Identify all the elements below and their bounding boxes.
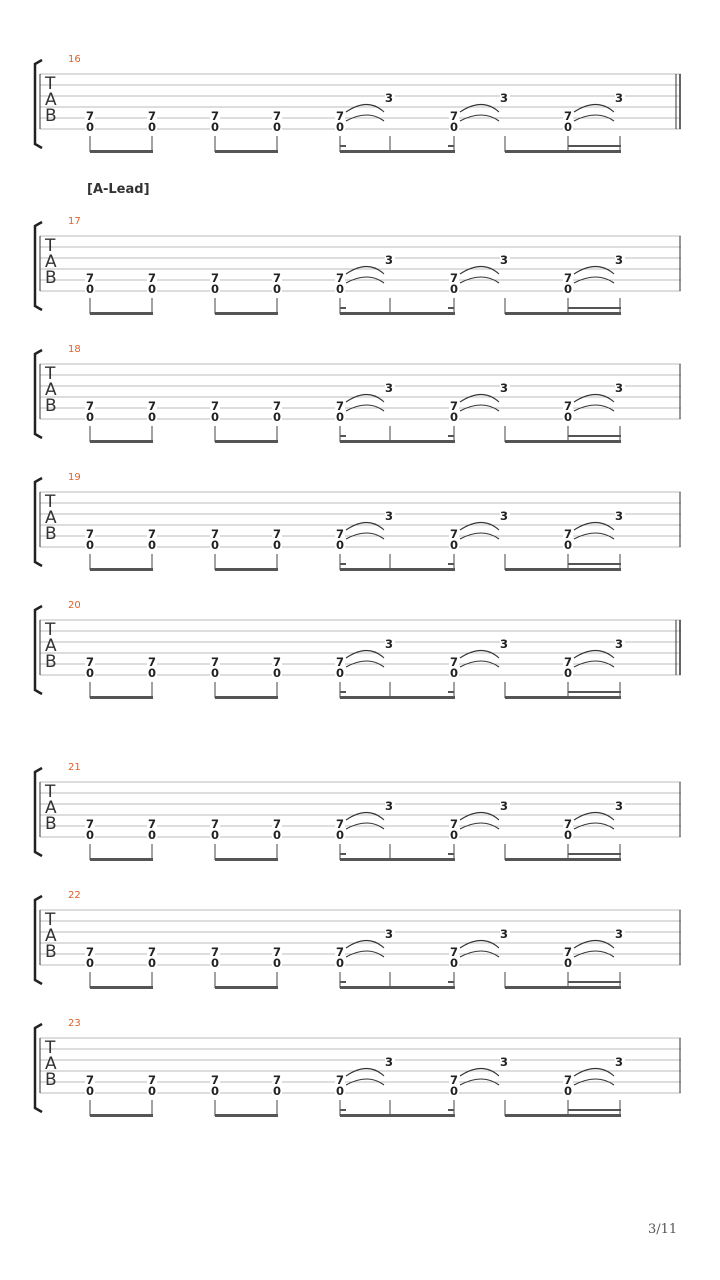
fret-number: 0 [563, 282, 573, 296]
slur-arc [460, 395, 499, 403]
beam [215, 568, 278, 571]
beam [505, 312, 621, 315]
fret-number: 7 [335, 109, 345, 123]
slur-arc [346, 941, 384, 949]
fret-number: 7 [335, 271, 345, 285]
beam-stub [448, 1109, 454, 1111]
tab-clef-letter: B [45, 942, 57, 962]
fret-number: 0 [147, 282, 157, 296]
measure-number: 23 [68, 1018, 81, 1029]
fret-number: 3 [499, 1055, 509, 1069]
fret-number: 0 [147, 1084, 157, 1098]
slur-arc [460, 651, 499, 659]
slur-arc [460, 1069, 499, 1077]
section-label: [A-Lead] [87, 182, 150, 197]
fret-number: 0 [210, 538, 220, 552]
fret-number: 7 [335, 817, 345, 831]
beam-stub [340, 1109, 346, 1111]
fret-number: 7 [563, 399, 573, 413]
measure-number: 18 [68, 344, 81, 355]
beam [340, 858, 455, 861]
fret-number: 7 [147, 945, 157, 959]
measure-number: 22 [68, 890, 81, 901]
beam [340, 1114, 455, 1117]
tab-clef-letter: T [45, 910, 56, 930]
tab-system [0, 1018, 720, 1122]
secondary-beam [568, 853, 621, 855]
fret-number: 0 [563, 410, 573, 424]
fret-number: 7 [272, 945, 282, 959]
secondary-beam [568, 981, 621, 983]
beam-stub [340, 435, 346, 437]
fret-number: 7 [85, 271, 95, 285]
fret-number: 0 [147, 828, 157, 842]
fret-number: 0 [563, 1084, 573, 1098]
slur-arc [346, 105, 384, 113]
beam [215, 440, 278, 443]
beam [90, 1114, 153, 1117]
tab-clef-letter: T [45, 492, 56, 512]
system-bracket [35, 478, 42, 566]
fret-number: 3 [384, 1055, 394, 1069]
fret-number: 3 [384, 509, 394, 523]
beam [215, 1114, 278, 1117]
fret-number: 7 [85, 945, 95, 959]
beam [90, 150, 153, 153]
slur-arc [574, 1069, 614, 1077]
beam [505, 696, 621, 699]
fret-number: 0 [147, 538, 157, 552]
fret-number: 7 [85, 817, 95, 831]
beam [340, 312, 455, 315]
tab-clef-letter: B [45, 524, 57, 544]
fret-number: 0 [335, 956, 345, 970]
beam [505, 1114, 621, 1117]
fret-number: 7 [272, 109, 282, 123]
tab-clef-letter: B [45, 268, 57, 288]
fret-number: 3 [499, 253, 509, 267]
fret-number: 0 [335, 1084, 345, 1098]
system-bracket [35, 606, 42, 694]
tab-staff [0, 220, 720, 320]
fret-number: 0 [335, 538, 345, 552]
fret-number: 3 [384, 927, 394, 941]
beam-stub [340, 563, 346, 565]
measure-number: 19 [68, 472, 81, 483]
fret-number: 7 [272, 271, 282, 285]
beam [90, 440, 153, 443]
fret-number: 7 [563, 271, 573, 285]
tab-staff [0, 604, 720, 704]
tab-system [0, 600, 720, 704]
fret-number: 7 [563, 1073, 573, 1087]
tab-system [0, 216, 720, 320]
page-number: 3/11 [648, 1222, 678, 1237]
fret-number: 7 [210, 399, 220, 413]
fret-number: 3 [614, 381, 624, 395]
slur-arc [574, 941, 614, 949]
fret-number: 0 [449, 282, 459, 296]
fret-number: 3 [614, 509, 624, 523]
fret-number: 3 [384, 381, 394, 395]
fret-number: 7 [449, 527, 459, 541]
fret-number: 0 [272, 1084, 282, 1098]
measure-number: 16 [68, 54, 81, 65]
fret-number: 0 [85, 538, 95, 552]
fret-number: 0 [85, 282, 95, 296]
fret-number: 0 [147, 120, 157, 134]
slur-arc [574, 395, 614, 403]
fret-number: 0 [563, 666, 573, 680]
tab-clef-letter: A [45, 252, 57, 272]
slur-arc [346, 523, 384, 531]
fret-number: 0 [335, 410, 345, 424]
fret-number: 7 [147, 109, 157, 123]
measure-number: 20 [68, 600, 81, 611]
fret-number: 0 [449, 1084, 459, 1098]
fret-number: 0 [272, 410, 282, 424]
fret-number: 7 [563, 527, 573, 541]
beam [505, 568, 621, 571]
beam-stub [448, 981, 454, 983]
beam-stub [448, 307, 454, 309]
measure-number: 17 [68, 216, 81, 227]
fret-number: 0 [335, 828, 345, 842]
beam [90, 312, 153, 315]
fret-number: 3 [384, 91, 394, 105]
beam [340, 440, 455, 443]
fret-number: 0 [210, 120, 220, 134]
measure-number: 21 [68, 762, 81, 773]
tab-clef-letter: T [45, 236, 56, 256]
tab-staff [0, 766, 720, 866]
fret-number: 0 [210, 282, 220, 296]
fret-number: 7 [563, 655, 573, 669]
fret-number: 7 [147, 817, 157, 831]
beam [215, 858, 278, 861]
beam [505, 440, 621, 443]
secondary-beam [568, 563, 621, 565]
tab-clef-letter: A [45, 798, 57, 818]
beam-stub [448, 563, 454, 565]
beam [215, 696, 278, 699]
slur-arc [574, 105, 614, 113]
tab-staff [0, 476, 720, 576]
fret-number: 7 [210, 817, 220, 831]
beam [215, 150, 278, 153]
beam [340, 568, 455, 571]
beam-stub [340, 853, 346, 855]
fret-number: 0 [449, 956, 459, 970]
tab-clef-letter: A [45, 508, 57, 528]
beam-stub [340, 691, 346, 693]
fret-number: 7 [449, 655, 459, 669]
fret-number: 0 [147, 956, 157, 970]
fret-number: 7 [210, 1073, 220, 1087]
fret-number: 3 [614, 927, 624, 941]
tab-system [0, 762, 720, 866]
fret-number: 0 [449, 666, 459, 680]
beam [215, 986, 278, 989]
beam [340, 986, 455, 989]
beam [340, 150, 455, 153]
beam [505, 986, 621, 989]
system-bracket [35, 60, 42, 148]
tab-clef-letter: A [45, 636, 57, 656]
fret-number: 7 [563, 109, 573, 123]
tab-staff [0, 894, 720, 994]
secondary-beam [568, 691, 621, 693]
fret-number: 0 [85, 120, 95, 134]
fret-number: 7 [85, 399, 95, 413]
tab-staff [0, 348, 720, 448]
fret-number: 7 [85, 1073, 95, 1087]
fret-number: 0 [335, 666, 345, 680]
system-bracket [35, 896, 42, 984]
tab-clef-letter: B [45, 652, 57, 672]
fret-number: 3 [614, 253, 624, 267]
fret-number: 0 [563, 120, 573, 134]
fret-number: 7 [147, 655, 157, 669]
fret-number: 0 [210, 666, 220, 680]
secondary-beam [568, 1109, 621, 1111]
tab-clef-letter: T [45, 1038, 56, 1058]
fret-number: 3 [499, 637, 509, 651]
fret-number: 0 [563, 828, 573, 842]
beam-stub [340, 307, 346, 309]
tab-system [0, 344, 720, 448]
system-bracket [35, 768, 42, 856]
fret-number: 0 [85, 666, 95, 680]
slur-arc [460, 267, 499, 275]
fret-number: 0 [449, 120, 459, 134]
fret-number: 7 [147, 271, 157, 285]
fret-number: 0 [449, 538, 459, 552]
fret-number: 0 [449, 828, 459, 842]
fret-number: 7 [147, 527, 157, 541]
fret-number: 7 [85, 655, 95, 669]
fret-number: 0 [335, 282, 345, 296]
slur-arc [574, 267, 614, 275]
fret-number: 7 [210, 945, 220, 959]
slur-arc [460, 105, 499, 113]
fret-number: 7 [335, 399, 345, 413]
beam [90, 696, 153, 699]
fret-number: 3 [614, 1055, 624, 1069]
fret-number: 0 [85, 956, 95, 970]
fret-number: 0 [272, 666, 282, 680]
fret-number: 3 [614, 799, 624, 813]
slur-arc [346, 267, 384, 275]
tab-clef-letter: T [45, 620, 56, 640]
fret-number: 7 [449, 271, 459, 285]
slur-arc [346, 1069, 384, 1077]
fret-number: 3 [499, 381, 509, 395]
tab-clef-letter: T [45, 782, 56, 802]
fret-number: 3 [614, 637, 624, 651]
system-bracket [35, 222, 42, 310]
fret-number: 0 [210, 410, 220, 424]
slur-arc [574, 523, 614, 531]
fret-number: 0 [147, 666, 157, 680]
fret-number: 0 [563, 538, 573, 552]
fret-number: 7 [449, 399, 459, 413]
fret-number: 3 [614, 91, 624, 105]
fret-number: 7 [563, 945, 573, 959]
fret-number: 3 [384, 799, 394, 813]
fret-number: 7 [335, 655, 345, 669]
fret-number: 3 [499, 799, 509, 813]
fret-number: 7 [449, 1073, 459, 1087]
beam [505, 150, 621, 153]
fret-number: 7 [449, 817, 459, 831]
secondary-beam [568, 307, 621, 309]
fret-number: 7 [85, 527, 95, 541]
secondary-beam [568, 435, 621, 437]
fret-number: 7 [272, 527, 282, 541]
fret-number: 0 [272, 956, 282, 970]
tab-staff [0, 58, 720, 158]
slur-arc [574, 813, 614, 821]
slur-arc [346, 813, 384, 821]
fret-number: 0 [272, 120, 282, 134]
fret-number: 0 [272, 538, 282, 552]
beam [215, 312, 278, 315]
beam [505, 858, 621, 861]
fret-number: 7 [563, 817, 573, 831]
fret-number: 0 [147, 410, 157, 424]
fret-number: 3 [499, 509, 509, 523]
fret-number: 3 [384, 253, 394, 267]
beam-stub [448, 691, 454, 693]
fret-number: 7 [147, 399, 157, 413]
fret-number: 7 [210, 109, 220, 123]
fret-number: 0 [85, 1084, 95, 1098]
slur-arc [460, 523, 499, 531]
beam [90, 858, 153, 861]
fret-number: 3 [499, 91, 509, 105]
beam [90, 568, 153, 571]
tab-clef-letter: A [45, 1054, 57, 1074]
fret-number: 7 [272, 1073, 282, 1087]
tab-clef-letter: B [45, 396, 57, 416]
fret-number: 7 [335, 527, 345, 541]
slur-arc [460, 813, 499, 821]
fret-number: 0 [210, 1084, 220, 1098]
beam-stub [448, 145, 454, 147]
tab-clef-letter: B [45, 1070, 57, 1090]
slur-arc [346, 395, 384, 403]
tab-staff [0, 1022, 720, 1122]
tab-system [0, 54, 720, 158]
fret-number: 7 [85, 109, 95, 123]
fret-number: 0 [335, 120, 345, 134]
fret-number: 7 [449, 945, 459, 959]
fret-number: 7 [147, 1073, 157, 1087]
fret-number: 7 [210, 655, 220, 669]
beam [340, 696, 455, 699]
tab-clef-letter: A [45, 926, 57, 946]
system-bracket [35, 350, 42, 438]
fret-number: 7 [272, 817, 282, 831]
fret-number: 0 [85, 410, 95, 424]
slur-arc [346, 651, 384, 659]
fret-number: 0 [563, 956, 573, 970]
fret-number: 7 [272, 655, 282, 669]
fret-number: 7 [335, 1073, 345, 1087]
fret-number: 7 [210, 271, 220, 285]
beam-stub [340, 145, 346, 147]
tab-clef-letter: T [45, 74, 56, 94]
beam-stub [340, 981, 346, 983]
fret-number: 0 [85, 828, 95, 842]
system-bracket [35, 1024, 42, 1112]
tab-system [0, 890, 720, 994]
fret-number: 3 [384, 637, 394, 651]
tab-clef-letter: B [45, 814, 57, 834]
fret-number: 0 [272, 282, 282, 296]
fret-number: 0 [449, 410, 459, 424]
secondary-beam [568, 145, 621, 147]
slur-arc [574, 651, 614, 659]
beam [90, 986, 153, 989]
fret-number: 7 [335, 945, 345, 959]
fret-number: 0 [210, 828, 220, 842]
fret-number: 3 [499, 927, 509, 941]
tab-clef-letter: A [45, 90, 57, 110]
slur-arc [460, 941, 499, 949]
tab-system [0, 472, 720, 576]
fret-number: 0 [272, 828, 282, 842]
beam-stub [448, 435, 454, 437]
beam-stub [448, 853, 454, 855]
fret-number: 7 [449, 109, 459, 123]
fret-number: 0 [210, 956, 220, 970]
tab-clef-letter: A [45, 380, 57, 400]
fret-number: 7 [210, 527, 220, 541]
tab-clef-letter: T [45, 364, 56, 384]
tab-clef-letter: B [45, 106, 57, 126]
fret-number: 7 [272, 399, 282, 413]
